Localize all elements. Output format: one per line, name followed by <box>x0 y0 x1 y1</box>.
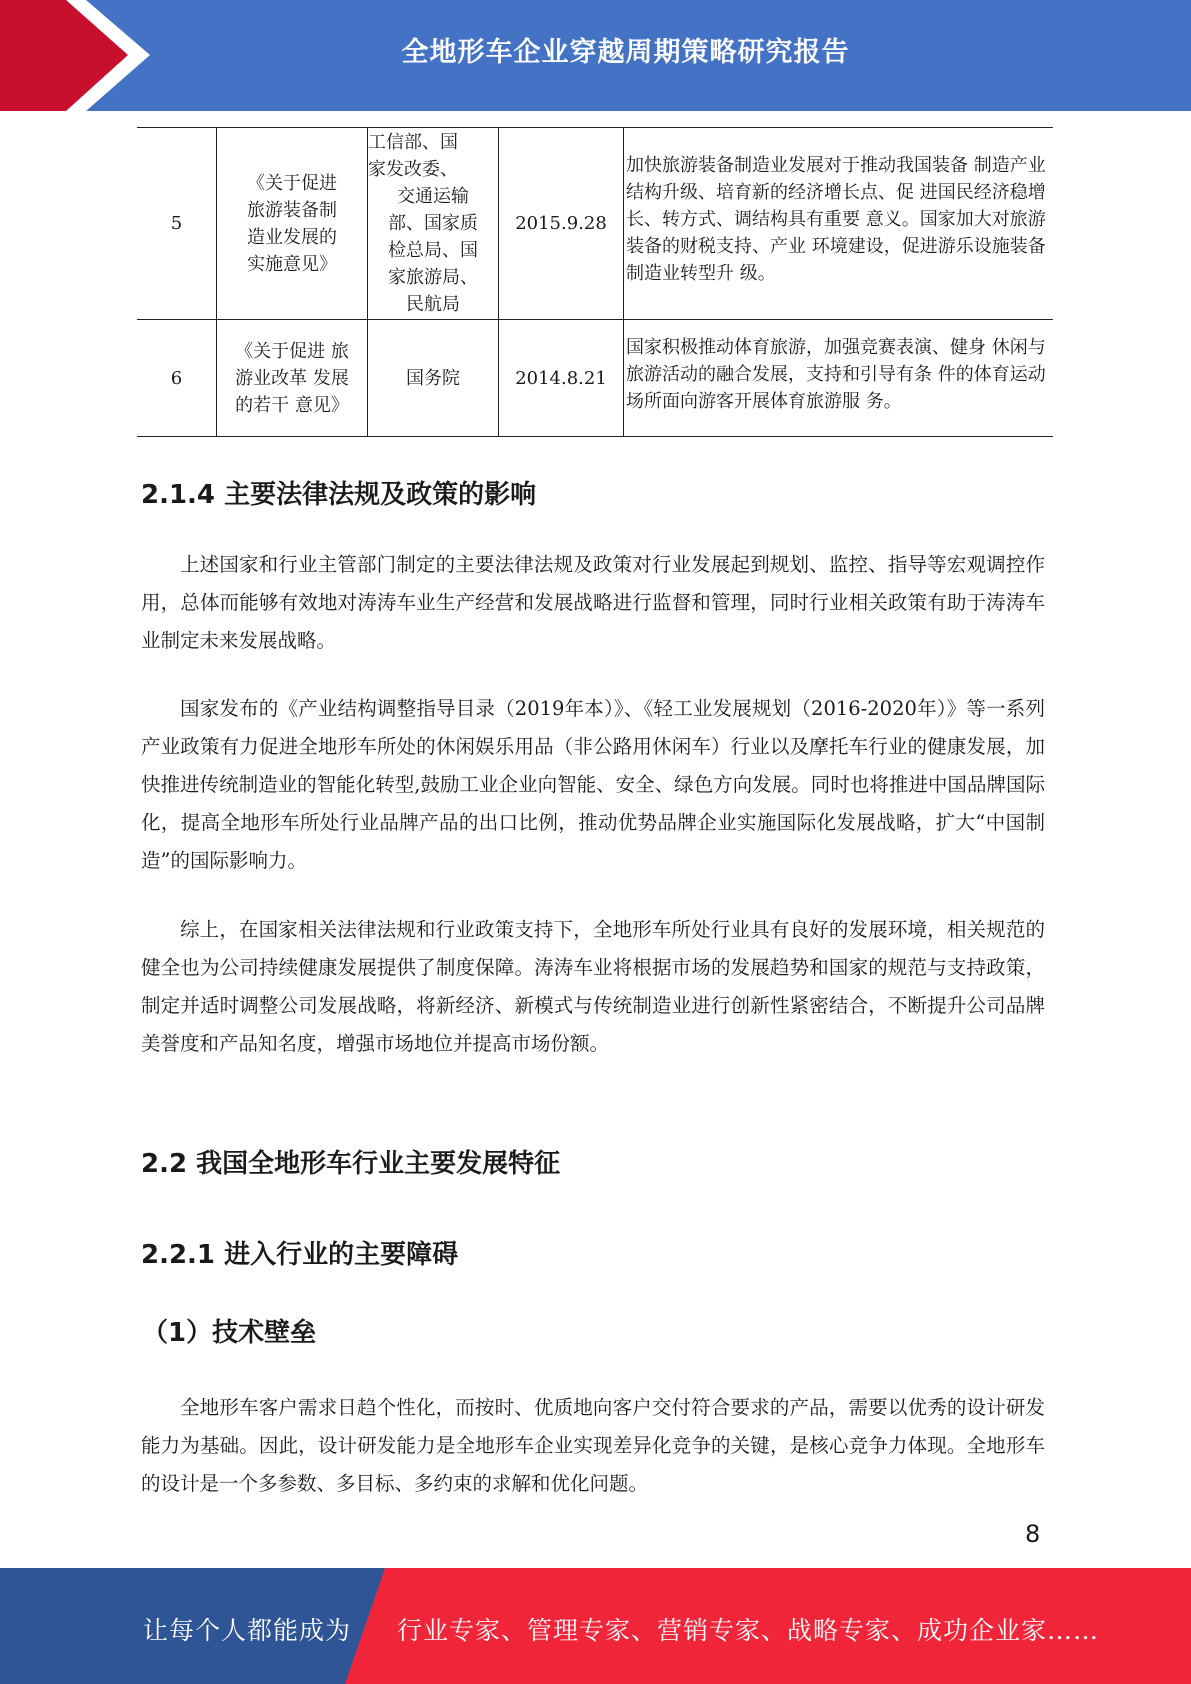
row-number: 6 <box>137 320 217 437</box>
body-paragraph: 全地形车客户需求日趋个性化，而按时、优质地向客户交付符合要求的产品，需要以优秀的设计研发能力为基础。因此，设计研发能力是全地形车企业实现差异化竞争的关键，是核心竞争力体现。全地形车的设计是一个多参数、多目标、多约束的求解和优化问题。 <box>141 1396 1045 1495</box>
policy-name-line: 《关于促进 旅 <box>235 340 349 362</box>
section-heading-2-1-4: 2.1.4 主要法律法规及政策的影响 <box>141 480 537 510</box>
body-paragraph: 上述国家和行业主管部门制定的主要法律法规及政策对行业发展起到规划、监控、指导等宏观调控作用，总体而能够有效地对涛涛车业生产经营和发展战略进行监督和管理，同时行业相关政策有助于涛涛车业制定未来发展战略。 <box>141 553 1045 652</box>
row-number: 5 <box>137 128 217 320</box>
issuing-department <box>368 320 499 437</box>
policy-table <box>137 127 1053 437</box>
department-line: 家旅游局、 <box>388 267 478 288</box>
policy-name <box>217 320 368 437</box>
policy-name-line: 游业改革 发展 <box>235 367 349 389</box>
policy-name-line: 《关于促进 <box>247 172 337 194</box>
department-line: 检总局、国 <box>388 240 478 261</box>
page-number: 8 <box>1025 1520 1041 1548</box>
report-footer <box>0 1568 1191 1684</box>
policy-content-text: 国家积极推动体育旅游，加强竞赛表演、健身 休闲与旅游活动的融合发展，支持和引导有条 件的体育运动场所面向游客开展体育旅游服 务。 <box>626 336 1046 412</box>
policy-name <box>217 128 368 320</box>
policy-name-line: 旅游装备制 <box>247 199 337 221</box>
policy-name-line: 实施意见》 <box>247 253 337 275</box>
issuing-department <box>368 128 499 320</box>
department-line: 交通运输 <box>397 186 469 207</box>
body-paragraph: 综上，在国家相关法律法规和行业政策支持下，全地形车所处行业具有良好的发展环境，相关规范的健全也为公司持续健康发展提供了制度保障。涛涛车业将根据市场的发展趋势和国家的规范与支持政策，制定并适时调整公司发展战略，将新经济、新模式与传统制造业进行创新性紧密结合，不断提升公司品牌美誉度和产品知名度，增强市场地位并提高市场份额。 <box>141 918 1045 1055</box>
department-line: 部、国家质 <box>388 213 478 234</box>
issue-date: 2015.9.28 <box>499 128 624 320</box>
report-title: 全地形车企业穿越周期策略研究报告 <box>401 37 850 68</box>
footer-slogan-right: 行业专家、管理专家、营销专家、战略专家、成功企业家…… <box>397 1616 1100 1645</box>
policy-name-line: 造业发展的 <box>247 226 337 248</box>
table-row <box>137 320 1053 437</box>
policy-name-line: 的若干 意见》 <box>235 394 349 416</box>
issue-date: 2014.8.21 <box>499 320 624 437</box>
policy-content <box>624 320 1054 437</box>
report-header <box>0 0 1191 111</box>
department-line: 家发改委、 <box>368 159 458 180</box>
section-heading-2-2-1: 2.2.1 进入行业的主要障碍 <box>141 1240 459 1270</box>
subsection-heading-technical-barrier: （1）技术壁垒 <box>142 1318 317 1348</box>
policy-content <box>624 128 1054 320</box>
department-line: 民航局 <box>406 294 460 315</box>
table-row <box>137 128 1053 320</box>
department-line: 工信部、国 <box>368 132 458 153</box>
department-line: 国务院 <box>406 367 460 389</box>
body-paragraph: 国家发布的《产业结构调整指导目录（2019年本）》、《轻工业发展规划（2016-2020年）》等一系列产业政策有力促进全地形车所处的休闲娱乐用品（非公路用休闲车）行业以及摩托车行业的健康发展，加快推进传统制造业的智能化转型,鼓励工业企业向智能、安全、绿色方向发展。同时也将推进中国品牌国际化，提高全地形车所处行业品牌产品的出口比例，推动优势品牌企业实施国际化发展战略，扩大“中国制造”的国际影响力。 <box>141 697 1045 872</box>
footer-slogan-left: 让每个人都能成为 <box>143 1616 352 1645</box>
policy-content-text: 加快旅游装备制造业发展对于推动我国装备 制造产业结构升级、培育新的经济增长点、促 进国民经济稳增长、转方式、调结构具有重要 意义。国家加大对旅游装备的财税支持、产业 环境建设，促进游乐设施装备制造业转型升 级。 <box>626 155 1046 284</box>
section-heading-2-2: 2.2 我国全地形车行业主要发展特征 <box>141 1149 561 1179</box>
